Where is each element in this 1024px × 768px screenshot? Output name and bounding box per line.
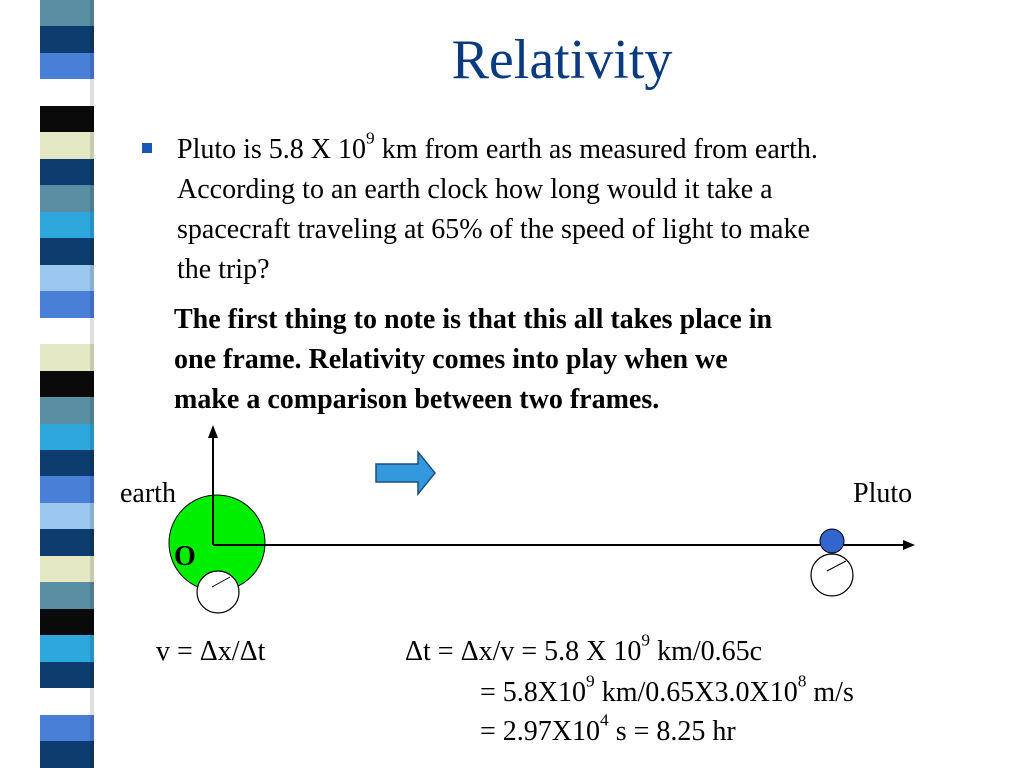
bullet-line-1-post: km from earth as measured from earth. (374, 134, 818, 165)
bullet-line-3: spacecraft traveling at 65% of the speed of light to make (177, 214, 810, 245)
time-equation-line-2-pre: = 5.8X10 (480, 677, 587, 708)
note-line-3: make a comparison between two frames. (174, 384, 660, 415)
pluto-circle (820, 529, 844, 553)
note-line-1: The first thing to note is that this all takes place in (174, 304, 773, 335)
time-equation-line-1 (405, 630, 763, 668)
time-equation-line-1-post: km/0.65c (650, 636, 763, 667)
note-line-2: one frame. Relativity comes into play when we (174, 344, 728, 375)
y-axis-arrowhead-icon (208, 425, 218, 438)
time-equation-line-3-post: s = 8.25 hr (608, 716, 736, 747)
time-equation-line-2-exponent-2: 8 (797, 671, 807, 691)
time-equation-line-3-exponent: 4 (600, 710, 609, 730)
x-axis-arrowhead-icon (903, 540, 915, 550)
time-equation-line-3 (480, 710, 736, 748)
time-equation-line-1-pre: Δt = Δx/v = 5.8 X 10 (405, 636, 642, 667)
earth-label: earth (120, 478, 176, 509)
velocity-equation: v = Δx/Δt (156, 636, 266, 667)
pluto-label: Pluto (853, 478, 913, 509)
bullet-line-2: According to an earth clock how long would it take a (177, 174, 773, 205)
time-equation-line-3-pre: = 2.97X10 (480, 716, 601, 747)
earth-clock-icon (197, 571, 239, 613)
bullet-line-4: the trip? (177, 254, 270, 285)
time-equation-line-2-post: m/s (806, 677, 854, 708)
bullet-line-1-exponent: 9 (366, 128, 375, 148)
bullet-line-1-pre: Pluto is 5.8 X 10 (177, 134, 367, 165)
pluto-clock-icon (811, 554, 853, 596)
motion-arrow-icon (376, 452, 435, 494)
time-equation-line-2-mid: km/0.65X3.0X10 (594, 677, 798, 708)
time-equation-line-2 (480, 671, 854, 709)
origin-label: O (174, 541, 196, 572)
time-equation-line-1-exponent: 9 (641, 630, 651, 650)
time-equation-line-2-exponent-1: 9 (586, 671, 595, 691)
slide-title: Relativity (451, 29, 673, 91)
